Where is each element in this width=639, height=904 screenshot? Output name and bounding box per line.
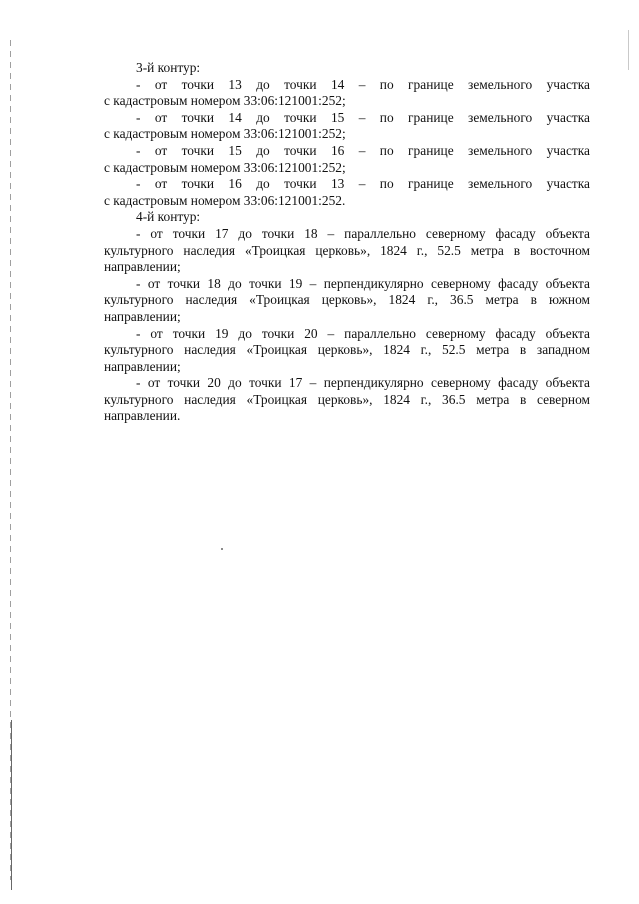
document-body — [104, 60, 590, 425]
scan-edge-artifact-lower — [11, 720, 12, 890]
contour-4-item — [104, 276, 590, 326]
contour-4-item — [104, 375, 590, 425]
contour-item-line: с кадастровым номером 33:06:121001:252. — [104, 192, 346, 208]
contour-3-item — [104, 143, 590, 176]
contour-item-line: - от точки 17 до точки 18 – параллельно северному фасаду объекта — [136, 225, 590, 241]
contour-3-heading: 3-й контур: — [136, 60, 201, 75]
contour-4-item — [104, 226, 590, 276]
contour-item-line: культурного наследия «Троицкая церковь», 1824 г., 36.5 метра в северном — [104, 391, 590, 407]
contour-item-line: направлении; — [104, 259, 181, 275]
contour-4-item — [104, 326, 590, 376]
contour-item-line: - от точки 19 до точки 20 – параллельно северному фасаду объекта — [136, 325, 590, 341]
contour-3-item — [104, 77, 590, 110]
scan-dot-artifact — [221, 548, 223, 550]
contour-item-line: - от точки 18 до точки 19 – перпендикулярно северному фасаду объекта — [136, 275, 590, 291]
contour-item-line: направлении. — [104, 408, 181, 424]
contour-item-line: - от точки 13 до точки 14 – по границе земельного участка — [136, 76, 590, 92]
contour-item-line: - от точки 14 до точки 15 – по границе земельного участка — [136, 109, 590, 125]
contour-3-item — [104, 110, 590, 143]
contour-item-line: культурного наследия «Троицкая церковь», 1824 г., 52.5 метра в западном — [104, 342, 590, 358]
contour-item-line: с кадастровым номером 33:06:121001:252; — [104, 159, 346, 175]
contour-item-line: - от точки 16 до точки 13 – по границе земельного участка — [136, 176, 590, 192]
contour-item-line: направлении; — [104, 308, 181, 324]
contour-item-line: культурного наследия «Троицкая церковь», 1824 г., 52.5 метра в восточном — [104, 242, 590, 258]
contour-item-line: направлении; — [104, 358, 181, 374]
contour-item-line: - от точки 20 до точки 17 – перпендикулярно северному фасаду объекта — [136, 375, 590, 391]
contour-3-item — [104, 176, 590, 209]
scan-corner-artifact — [628, 30, 629, 70]
contour-item-line: - от точки 15 до точки 16 – по границе земельного участка — [136, 142, 590, 158]
contour-item-line: с кадастровым номером 33:06:121001:252; — [104, 93, 346, 109]
contour-item-line: культурного наследия «Троицкая церковь», 1824 г., 36.5 метра в южном — [104, 292, 590, 308]
contour-4-heading: 4-й контур: — [136, 209, 201, 225]
contour-item-line: с кадастровым номером 33:06:121001:252; — [104, 126, 346, 142]
